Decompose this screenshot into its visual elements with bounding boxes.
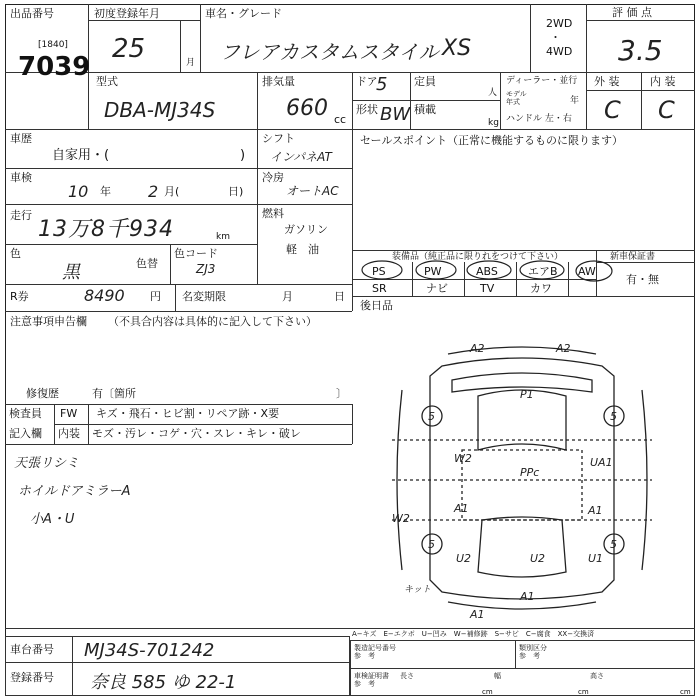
handle-label: ハンドル 左・右	[506, 114, 572, 124]
drive-4wd: 4WD	[546, 45, 573, 58]
history-value: 自家用・(	[52, 148, 110, 163]
width-label: 幅	[494, 672, 501, 680]
length-label: 長さ	[400, 672, 414, 680]
mark-5-rr: 5	[610, 538, 617, 551]
equip-leather: カワ	[530, 282, 552, 295]
equipment-circles	[352, 258, 622, 286]
fw-items: キズ・飛石・ヒビ割・リペア跡・X要	[96, 407, 280, 420]
repair-close: 〕	[336, 387, 347, 400]
mark-ua1: UA1	[590, 456, 613, 469]
mileage-value: 13万8千934	[38, 217, 174, 242]
history-close: )	[240, 148, 246, 163]
score-value: 3.5	[618, 34, 663, 67]
mark-a1-rear: A1	[520, 590, 535, 603]
lot-number: 7039	[18, 52, 91, 82]
color-label: 色	[10, 247, 21, 260]
name-label: 車名・グレード	[205, 7, 282, 20]
registration-value: 奈良 585 ゆ 22-1	[90, 672, 237, 693]
equip-navi: ナビ	[426, 282, 448, 295]
drive-2wd: 2WD	[546, 17, 573, 30]
interior-grade: C	[658, 96, 675, 124]
mark-w2-side: W2	[392, 512, 410, 525]
mark-w2-left: W2	[454, 452, 472, 465]
fuel-gasoline: ガソリン	[284, 223, 328, 236]
exterior-grade: C	[604, 96, 621, 124]
width-cm: cm	[578, 688, 589, 696]
fw-label: FW	[60, 407, 78, 420]
mark-u2-right: U2	[530, 552, 546, 565]
month-unit: 月	[186, 58, 196, 68]
recycle-label: R券	[10, 290, 29, 303]
doors-label: ドア	[356, 75, 378, 88]
shape-label: 形状	[356, 103, 378, 116]
warranty-value: 有・無	[626, 273, 659, 286]
capacity-label: 定員	[414, 75, 436, 88]
inspection-month: 2	[148, 182, 159, 201]
mark-a2-left: A2	[470, 342, 485, 355]
name-change-month: 月	[282, 290, 293, 303]
mark-u1: U1	[588, 552, 604, 565]
fuel-label: 燃料	[262, 207, 284, 220]
color-value: 黒	[62, 262, 80, 283]
doors-value: 5	[376, 74, 388, 95]
dimensions-label: 車検証明書 参 考	[354, 672, 389, 688]
rear-seat-label: 後日品	[360, 299, 393, 312]
interior-label: 内 装	[650, 75, 676, 88]
equip-airbag: エアB	[528, 265, 558, 278]
note-line-3: 小A・U	[30, 512, 75, 527]
mark-a1-right: A1	[588, 504, 603, 517]
car-damage-diagram	[352, 330, 695, 625]
mark-u2-left: U2	[456, 552, 472, 565]
legend: A−キズ E−エクボ U−凹み W−補修跡 S−サビ C−腐食 XX−交換済	[352, 630, 595, 638]
shift-label: シフト	[262, 132, 295, 145]
inspection-year-unit: 年	[100, 185, 111, 198]
fuel-diesel: 軽 油	[286, 243, 319, 256]
mark-kit: キット	[404, 585, 431, 595]
inspection-year: 10	[68, 182, 89, 201]
equipment-label: 装備品（純正品に限りれをつけて下さい）	[392, 252, 564, 262]
first-reg-label: 初度登録年月	[94, 7, 160, 20]
registration-label: 登録番号	[10, 671, 54, 684]
repair-value: 有〔箇所	[92, 387, 136, 400]
capacity-unit: 人	[488, 88, 498, 98]
dealer-label: ディーラー・並行	[506, 76, 578, 86]
notes-hint: （不具合内容は具体的に記入して下さい）	[108, 315, 317, 328]
mark-a2-right: A2	[556, 342, 571, 355]
height-cm: cm	[680, 688, 691, 696]
equip-tv: TV	[480, 282, 495, 295]
inspector-label-2: 記入欄	[9, 427, 42, 440]
model-value: DBA-MJ34S	[104, 98, 216, 122]
payload-unit: kg	[488, 118, 499, 128]
history-label: 車歴	[10, 132, 32, 145]
note-line-1: 天張リシミ	[14, 456, 80, 471]
mark-ppc: PPc	[520, 466, 540, 479]
repair-label: 修復歴	[26, 387, 59, 400]
first-reg-year: 25	[112, 34, 146, 64]
yen-unit: 円	[150, 290, 161, 303]
chassis-label: 車台番号	[10, 643, 54, 656]
year-unit: 年	[570, 96, 580, 106]
lot-bracket: [1840]	[38, 40, 68, 50]
model-label: 型式	[96, 75, 118, 88]
equip-abs: ABS	[476, 265, 498, 278]
equip-sr: SR	[372, 282, 387, 295]
inspection-label: 車検	[10, 171, 32, 184]
mileage-label: 走行	[10, 209, 32, 222]
payload-label: 積載	[414, 103, 436, 116]
drive-dot: ・	[550, 31, 561, 44]
mark-5-fr: 5	[610, 410, 617, 423]
inspection-day-unit: 日)	[228, 185, 244, 198]
equip-aw: AW	[578, 265, 596, 278]
name-change-label: 名変期限	[182, 290, 226, 303]
selling-points-label: セールスポイント（正常に機能するものに限ります）	[360, 134, 624, 147]
exterior-label: 外 装	[594, 75, 620, 88]
score-label: 評 価 点	[612, 6, 652, 19]
length-cm: cm	[482, 688, 493, 696]
model-year-label: モデル 年式	[506, 90, 527, 106]
mark-5-rl: 5	[428, 538, 435, 551]
shift-value: インパネAT	[270, 150, 332, 164]
km-unit: km	[216, 232, 230, 242]
warranty-label: 新車保証書	[610, 252, 656, 262]
chassis-value: MJ34S-701242	[84, 640, 215, 661]
inspector-label-1: 検査員	[9, 407, 42, 420]
displacement-value: 660	[286, 96, 328, 121]
height-label: 高さ	[590, 672, 604, 680]
repaint-label: 色替	[136, 257, 158, 270]
interior-check-label: 内装	[58, 427, 80, 440]
ac-label: 冷房	[262, 171, 284, 184]
mark-5-fl: 5	[428, 410, 435, 423]
recycle-amount: 8490	[84, 286, 125, 305]
interior-check-items: モズ・汚レ・コゲ・穴・スレ・キレ・破レ	[92, 427, 301, 440]
manufacturer-plate-label: 製造記号番号 参 考	[354, 644, 396, 660]
shape-value: BW	[380, 104, 411, 125]
color-code-label: 色コード	[174, 247, 218, 260]
equip-pw: PW	[424, 265, 442, 278]
notes-label: 注意事項申告欄	[10, 315, 87, 328]
mark-a1-bottom: A1	[470, 608, 485, 621]
cc-unit: cc	[334, 113, 347, 126]
lot-label: 出品番号	[10, 7, 54, 20]
grade: XS	[442, 36, 472, 61]
color-code-value: ZJ3	[196, 262, 216, 276]
displacement-label: 排気量	[262, 75, 295, 88]
car-name: フレアカスタムスタイル	[220, 40, 439, 64]
name-change-day: 日	[334, 290, 345, 303]
equip-ps: PS	[372, 265, 386, 278]
inspection-month-unit: 月(	[164, 185, 180, 198]
mark-a1-left: A1	[454, 502, 469, 515]
note-line-2: ホイルドアミラーA	[18, 484, 131, 499]
type-designation-label: 類別区分 参 考	[519, 644, 547, 660]
mark-p1: P1	[520, 388, 534, 401]
ac-value: オートAC	[286, 184, 339, 198]
